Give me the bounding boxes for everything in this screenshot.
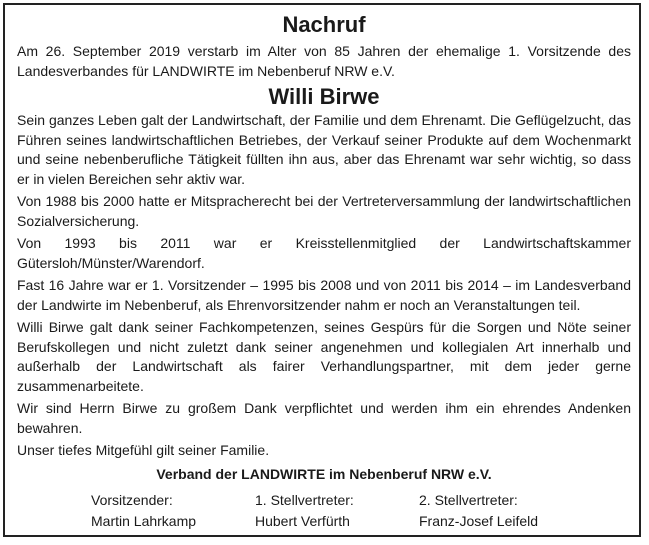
- obituary-heading: Nachruf: [282, 12, 366, 37]
- signatory-name: Hubert Verfürth: [255, 513, 350, 529]
- signatory-name: Franz-Josef Leifeld: [419, 513, 539, 529]
- signatory-role: Vorsitzender:: [91, 492, 173, 508]
- obituary-frame: [3, 3, 641, 537]
- signatory-role: 2. Stellvertreter:: [419, 492, 518, 508]
- body-paragraph-tribute: Willi Birwe galt dank seiner Fachkompetenzen, seines Gespürs für die Sorgen und Nöte seiner Berufskollegen und nicht zuletzt dank seiner angenehmen und kollegialen Art innerhalb und außerhalb der Landwirtschaft als fairer Verhandlungspartner, mit dem jeder gerne zusammenarbeitete.: [17, 319, 631, 394]
- signatory-name: Martin Lahrkamp: [91, 513, 197, 529]
- signatory-deputy-2: [419, 490, 583, 532]
- signatory-role: 1. Stellvertreter:: [255, 492, 354, 508]
- signatories: [17, 490, 631, 532]
- body-paragraph-condolence: Unser tiefes Mitgefühl gilt seiner Familie.: [17, 442, 270, 458]
- body-paragraph-chair: Fast 16 Jahre war er 1. Vorsitzender – 1995 bis 2008 und von 2011 bis 2014 – im Landesverband der Landwirte im Nebenberuf, als Ehrenvorsitzender nahm er noch an Veranstaltungen teil.: [17, 277, 631, 313]
- signatory-chair: [91, 490, 255, 532]
- intro-paragraph: Am 26. September 2019 verstarb im Alter von 85 Jahren der ehemalige 1. Vorsitzende des Landesverbandes für LANDWIRTE im Nebenberuf NRW e.V.: [17, 43, 631, 79]
- body-paragraph-thanks: Wir sind Herrn Birwe zu großem Dank verpflichtet und werden ihm ein ehrendes Andenken bewahren.: [17, 400, 631, 436]
- organization-name: Verband der LANDWIRTE im Nebenberuf NRW e.V.: [156, 465, 492, 482]
- body-paragraph-life: Sein ganzes Leben galt der Landwirtschaft, der Familie und dem Ehrenamt. Die Geflügelzucht, das Führen seines landwirtschaftlichen Betriebes, der Verkauf seiner Produkte auf dem Wochenmarkt und seine nebenberufliche Tätigkeit füllten ihn aus, aber das Ehrenamt war sehr wichtig, so dass er in vielen Bereichen sehr aktiv war.: [17, 112, 631, 187]
- signatory-deputy-1: [255, 490, 419, 532]
- obituary-content: [17, 11, 631, 532]
- body-paragraph-1993: Von 1993 bis 2011 war er Kreisstellenmitglied der Landwirtschaftskammer Gütersloh/Münster/Warendorf.: [17, 235, 631, 271]
- deceased-name: Willi Birwe: [268, 84, 380, 109]
- body-paragraph-1988: Von 1988 bis 2000 hatte er Mitspracherecht bei der Vertreterversammlung der landwirtschaftlichen Sozialversicherung.: [17, 193, 631, 229]
